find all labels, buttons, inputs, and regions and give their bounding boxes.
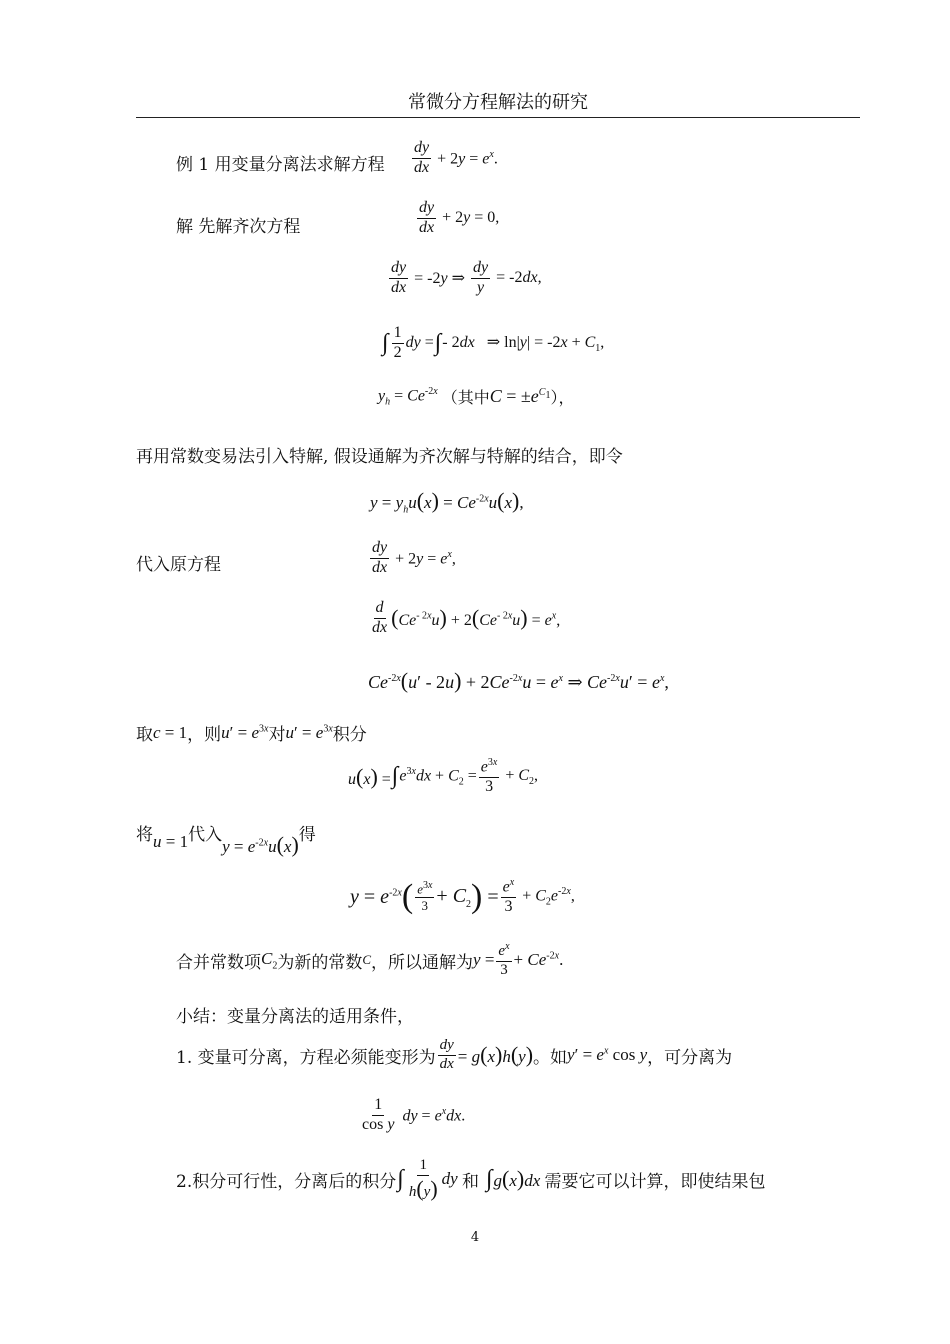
take-c-text-1: 取 (136, 725, 153, 745)
will-u-text-3: 得 (298, 825, 316, 845)
will-u-line: 将 u = 1 代入 $y = e^{-2x}u(x)$ 得 (136, 820, 316, 858)
take-c-text-3: 对 (268, 725, 286, 745)
variation-intro: 再用常数变易法引入特解, 假设通解为齐次解与特解的结合，即令 (136, 447, 623, 467)
will-u-text-2: 代入 (188, 825, 223, 845)
equation-example: $\frac{dy}{dx}$ + $2y = e^x$. (414, 139, 498, 176)
item-1-text-1: 1. 变量可分离，方程必须能变形为 (176, 1047, 436, 1068)
equation-ansatz: $y = y_hu(x) = Ce^{-2x}u(x)$, (370, 488, 524, 516)
take-c-text-2: ，则 (187, 725, 222, 745)
equation-integrate: ∫ $\frac{1}{2}$ dy = ∫ - 2dx ⇒ $\ln|y| = -2x + C_1$, (382, 324, 605, 361)
merge-text-3: ，所以通解为 (371, 952, 474, 973)
merge-text-1: 合并常数项 (176, 952, 261, 973)
will-u-text-1: 将 (136, 825, 153, 845)
item-2-text-3: 需要它可以计算，即使结果包 (544, 1171, 766, 1192)
solve-label: 解 先解齐次方程 (176, 217, 301, 237)
equation-substituted: $\frac{d}{dx}$ $(Ce^{- 2x}u) + 2(Ce^{- 2x}u) = e^x$, (372, 599, 561, 636)
take-c-line: 取 c = 1 ，则 $u' = e^{3x}$ 对 $u' = e^{3x}$ 积分 (136, 720, 367, 745)
summary-title: 小结：变量分离法的适用条件， (176, 1007, 414, 1027)
item-2-text-2: 和 (461, 1171, 479, 1192)
merge-text-2: 为新的常数 (277, 952, 363, 973)
equation-original: $\frac{dy}{dx}$ + $2y = e^x$, (372, 539, 456, 576)
merge-line: 合并常数项 $C_2$ 为新的常数 C ，所以通解为 y = $\frac{e^x}{3}$ + $Ce^{-2x}$. (176, 941, 564, 978)
where-open: （其中 (441, 388, 490, 407)
equation-yh: $y_h = Ce^{-2x}$ （其中 $C = \pm e^{C_1}$ ）， (378, 385, 575, 408)
item-1-line: 1. 变量可分离，方程必须能变形为 $\frac{dy}{dx}$ = g(x)h(y) 。如 $y' = e^x$ cos y ，可分离为 (176, 1037, 733, 1072)
where-close: ）， (550, 388, 575, 407)
equation-cos: $\frac{1}{\text{cos y}}$ dy = $e^xdx$. (362, 1096, 466, 1133)
equation-separate: $\frac{dy}{dx}$ = -2y ⇒ $\frac{dy}{y}$ = -2dx, (391, 259, 542, 296)
take-c-text-4: 积分 (332, 725, 367, 745)
item-2-line: 2.积分可行性，分离后的积分 ∫ $\frac{1}{h(y)}$ dy 和 ∫ g(x)dx 需要它可以计算，即使结果包 (176, 1157, 766, 1201)
page-number: 4 (470, 1230, 480, 1245)
equation-general: $y = e^{-2x}$ ( $\frac{e^{3x}}{3}$ + $C_2$ ) = $\frac{e^x}{3}$ + $C_2e^{-2x}$, (350, 877, 575, 916)
equation-homogeneous: $\frac{dy}{dx}$ + 2y = 0, (419, 199, 500, 236)
equation-u: u(x) = ∫ $e^{3x}dx + C_2$ = $\frac{e^{3x}}{3}$ + $C_2$, (348, 757, 539, 796)
item-1-text-3: ，可分离为 (647, 1047, 733, 1068)
substitute-label: 代入原方程 (136, 555, 221, 575)
item-2-text-1: 2.积分可行性，分离后的积分 (176, 1171, 397, 1192)
item-1-text-2: 。如 (533, 1047, 568, 1068)
page-header: 常微分方程解法的研究 (136, 88, 860, 118)
equation-expanded: $Ce^{-2x}(u' - 2u) + 2Ce^{-2x}u = e^x$ ⇒ $Ce^{-2x}u' = e^x$, (368, 668, 669, 693)
example-label: 例 1 用变量分离法求解方程 (176, 155, 385, 175)
